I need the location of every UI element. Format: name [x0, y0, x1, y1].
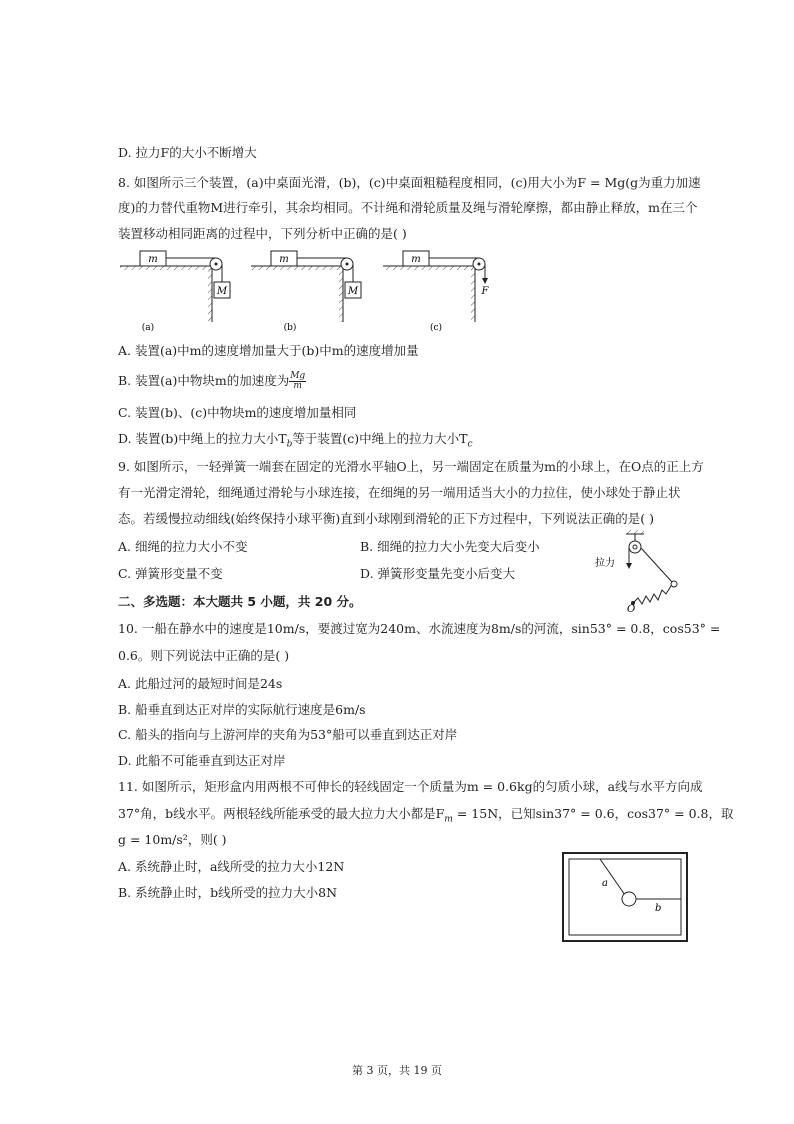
- q11-stem-line2: 37°角，b线水平。两根轻线所能承受的最大拉力大小都是$F_m = 15N$，已知sin37° = 0.6，cos37° = 0.8，取: [118, 806, 734, 825]
- q8-b-block-m: m: [279, 254, 289, 265]
- q8-caption-c: (c): [429, 323, 443, 333]
- q10-option-d: D. 此船不可能垂直到达正对岸: [118, 753, 286, 768]
- q11-label-a: a: [602, 878, 608, 889]
- q8-device-a: [120, 251, 230, 333]
- q11-label-b: b: [655, 903, 662, 914]
- q11-option-b: B. 系统静止时，b线所受的拉力大小8N: [118, 885, 338, 900]
- q8-c-force-F: F: [481, 286, 489, 297]
- q8-device-b: [251, 251, 361, 333]
- q10-option-a: A. 此船过河的最短时间是24s: [118, 676, 283, 691]
- q10-stem-line2: 0.6。则下列说法中正确的是( ): [118, 648, 290, 663]
- q8-c-block-m: m: [411, 254, 421, 265]
- q9-stem-line3: 态。若缓慢拉动细线(始终保持小球平衡)直到小球刚到滑轮的正下方过程中，下列说法正确的是( ): [118, 511, 654, 526]
- q11-stem-line3: g = 10m/s²，则( ): [118, 832, 227, 847]
- q10-stem-line1: 10. 一船在静水中的速度是10m/s，要渡过宽为240m、水流速度为8m/s的河流，sin53° = 0.8，cos53° =: [118, 621, 721, 636]
- q9-option-c: C. 弹簧形变量不变: [118, 566, 223, 581]
- q9-label-pull: 拉力: [595, 558, 615, 569]
- q10-option-b: B. 船垂直到达正对岸的实际航行速度是6m/s: [118, 702, 366, 717]
- q8-device-c: [383, 251, 490, 333]
- q8-stem-line1: 8. 如图所示三个装置，(a)中桌面光滑，(b)，(c)中桌面粗糙程度相同，(c)用大小为F = Mg(g为重力加速: [118, 175, 701, 190]
- q8-caption-b: (b): [283, 323, 297, 333]
- q10-option-c: C. 船头的指向与上游河岸的夹角为53°船可以垂直到达正对岸: [118, 727, 458, 742]
- q11-stem-line1: 11. 如图所示，矩形盒内用两根不可伸长的轻线固定一个质量为m = 0.6kg的匀质小球，a线与水平方向成: [118, 779, 703, 794]
- q9-stem-line2: 有一光滑定滑轮，细绳通过滑轮与小球连接，在细绳的另一端用适当大小的力拉住，使小球处于静止状: [118, 485, 681, 500]
- q9-option-b: B. 细绳的拉力大小先变大后变小: [360, 539, 540, 554]
- q8-option-b: [118, 372, 306, 391]
- q9-figure: [590, 528, 690, 614]
- page-footer: 第 3 页，共 19 页: [352, 1064, 442, 1077]
- q8-caption-a: (a): [141, 323, 155, 333]
- q8-option-a: A. 装置(a)中m的速度增加量大于(b)中m的速度增加量: [118, 343, 419, 358]
- q8-option-d: D. 装置(b)中绳上的拉力大小$T_b$等于装置(c)中绳上的拉力大小$T_c$: [118, 431, 473, 450]
- q8-a-block-m: m: [148, 254, 158, 265]
- section-multiple-choice-title: 二、多选题：本大题共 5 小题，共 20 分。: [118, 594, 362, 609]
- q9-label-o: O: [627, 604, 636, 614]
- q9-option-a: A. 细绳的拉力大小不变: [118, 539, 248, 554]
- q8-stem-line2: 度)的力替代重物M进行牵引，其余均相同。不计绳和滑轮质量及绳与滑轮摩擦，都由静止释放，m在三个: [118, 200, 698, 215]
- q7-option-d: D. 拉力F的大小不断增大: [118, 145, 257, 160]
- q8-option-b-text: B. 装置(a)中物块m的加速度为: [118, 373, 290, 388]
- q8-option-c: C. 装置(b)、(c)中物块m的速度增加量相同: [118, 405, 357, 420]
- q8-option-b-fraction: $\frac{Mg}{m}$: [290, 371, 306, 391]
- q8-b-block-M: M: [347, 286, 359, 297]
- q11-option-a: A. 系统静止时，a线所受的拉力大小12N: [118, 859, 345, 874]
- q11-figure: [562, 852, 688, 942]
- q9-stem-line1: 9. 如图所示，一轻弹簧一端套在固定的光滑水平轴O上，另一端固定在质量为m的小球上，在O点的正上方: [118, 459, 704, 474]
- q8-a-block-M: M: [216, 286, 228, 297]
- q9-option-d: D. 弹簧形变量先变小后变大: [360, 566, 516, 581]
- q8-stem-line3: 装置移动相同距离的过程中，下列分析中正确的是( ): [118, 226, 407, 241]
- q8-figure: [118, 248, 518, 336]
